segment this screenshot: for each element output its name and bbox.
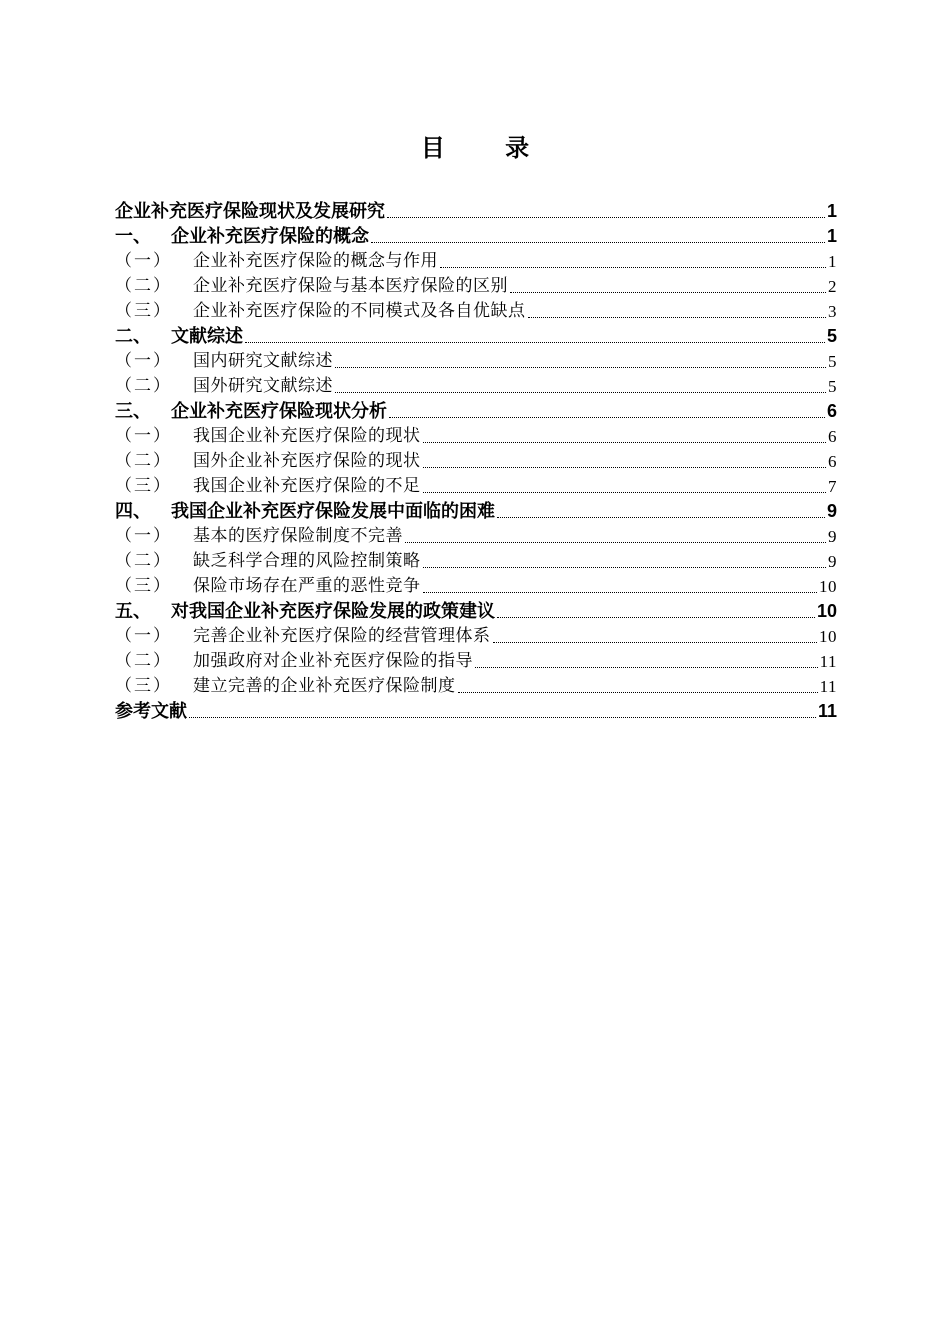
toc-entry-number: （二） <box>115 651 172 671</box>
toc-entry-page-number: 5 <box>828 377 837 396</box>
toc-entry-number: （一） <box>115 526 172 546</box>
toc-entry-number: （一） <box>115 251 172 271</box>
toc-entry-page-number: 1 <box>826 226 837 246</box>
toc-entry[interactable] <box>115 624 837 649</box>
toc-dot-leader <box>371 241 825 243</box>
toc-entry[interactable] <box>115 374 837 399</box>
toc-dot-leader <box>423 466 827 468</box>
toc-dot-leader <box>245 341 825 343</box>
toc-entry-number: 三、 <box>115 401 151 422</box>
toc-entry-title: 基本的医疗保险制度不完善 <box>193 526 403 546</box>
toc-entry-number: （二） <box>115 276 172 296</box>
toc-dot-leader <box>423 566 827 568</box>
toc-entry-page-number: 1 <box>826 201 837 221</box>
toc-entry-number: （三） <box>115 301 172 321</box>
toc-entry-number: 四、 <box>115 501 151 522</box>
toc-entry[interactable] <box>115 474 837 499</box>
toc-entry-number: （三） <box>115 476 172 496</box>
toc-entry-number: 一、 <box>115 226 151 247</box>
toc-entry-page-number: 5 <box>826 326 837 346</box>
toc-entry[interactable] <box>115 649 837 674</box>
toc-entry[interactable] <box>115 224 837 249</box>
toc-entry-number: （一） <box>115 351 172 371</box>
toc-entry-page-number: 10 <box>819 577 837 596</box>
toc-list <box>115 199 837 724</box>
toc-dot-leader <box>387 216 825 218</box>
toc-entry-title: 企业补充医疗保险现状及发展研究 <box>115 201 385 222</box>
toc-entry-title: 我国企业补充医疗保险发展中面临的困难 <box>171 501 495 522</box>
toc-dot-leader <box>440 266 826 268</box>
toc-entry[interactable] <box>115 399 837 424</box>
toc-entry-title: 企业补充医疗保险现状分析 <box>171 401 387 422</box>
toc-entry-number: （二） <box>115 376 172 396</box>
toc-dot-leader <box>423 591 818 593</box>
toc-dot-leader <box>475 666 818 668</box>
toc-entry-page-number: 11 <box>819 677 837 696</box>
toc-entry-number: （二） <box>115 551 172 571</box>
toc-entry-page-number: 9 <box>828 552 837 571</box>
toc-entry[interactable] <box>115 499 837 524</box>
toc-entry-title: 加强政府对企业补充医疗保险的指导 <box>193 651 473 671</box>
toc-entry[interactable] <box>115 449 837 474</box>
toc-entry[interactable] <box>115 299 837 324</box>
toc-entry-title: 保险市场存在严重的恶性竞争 <box>193 576 421 596</box>
toc-entry-page-number: 6 <box>828 427 837 446</box>
toc-entry-title: 完善企业补充医疗保险的经营管理体系 <box>193 626 491 646</box>
toc-entry-page-number: 2 <box>828 277 837 296</box>
toc-entry-number: （一） <box>115 426 172 446</box>
toc-entry-title: 企业补充医疗保险的概念与作用 <box>193 251 438 271</box>
toc-entry[interactable] <box>115 524 837 549</box>
toc-title: 目 录 <box>420 134 556 162</box>
toc-dot-leader <box>528 316 827 318</box>
toc-dot-leader <box>458 691 818 693</box>
toc-entry-number: （三） <box>115 576 172 596</box>
toc-entry-page-number: 6 <box>826 401 837 421</box>
toc-entry[interactable] <box>115 324 837 349</box>
toc-entry-page-number: 10 <box>819 627 837 646</box>
toc-entry-title: 企业补充医疗保险与基本医疗保险的区别 <box>193 276 508 296</box>
toc-entry-number: 五、 <box>115 601 151 622</box>
toc-entry-page-number: 10 <box>816 601 837 621</box>
toc-dot-leader <box>510 291 826 293</box>
toc-entry-page-number: 7 <box>828 477 837 496</box>
toc-dot-leader <box>497 616 815 618</box>
toc-entry-title: 对我国企业补充医疗保险发展的政策建议 <box>171 601 495 622</box>
toc-dot-leader <box>423 441 827 443</box>
toc-dot-leader <box>497 516 825 518</box>
toc-entry-title: 国外企业补充医疗保险的现状 <box>193 451 421 471</box>
toc-entry[interactable] <box>115 674 837 699</box>
toc-dot-leader <box>335 366 826 368</box>
toc-entry-page-number: 3 <box>828 302 837 321</box>
toc-entry[interactable] <box>115 574 837 599</box>
toc-entry-title: 缺乏科学合理的风险控制策略 <box>193 551 421 571</box>
toc-dot-leader <box>405 541 826 543</box>
toc-entry-page-number: 5 <box>828 352 837 371</box>
toc-dot-leader <box>189 716 816 718</box>
toc-entry-title: 参考文献 <box>115 701 187 722</box>
toc-entry-title: 我国企业补充医疗保险的不足 <box>193 476 421 496</box>
toc-entry-page-number: 6 <box>828 452 837 471</box>
toc-dot-leader <box>335 391 826 393</box>
toc-entry-number: （一） <box>115 626 172 646</box>
toc-entry[interactable] <box>115 199 837 224</box>
toc-dot-leader <box>389 416 825 418</box>
toc-entry-title: 国外研究文献综述 <box>193 376 333 396</box>
toc-entry-number: （二） <box>115 451 172 471</box>
toc-entry-number: （三） <box>115 676 172 696</box>
toc-entry[interactable] <box>115 274 837 299</box>
toc-entry-title: 企业补充医疗保险的概念 <box>171 226 369 247</box>
toc-entry-page-number: 11 <box>817 701 837 721</box>
toc-entry-title: 我国企业补充医疗保险的现状 <box>193 426 421 446</box>
toc-entry[interactable] <box>115 249 837 274</box>
toc-entry-page-number: 9 <box>826 501 837 521</box>
toc-entry-page-number: 1 <box>828 252 837 271</box>
toc-dot-leader <box>493 641 818 643</box>
toc-entry-title: 建立完善的企业补充医疗保险制度 <box>193 676 456 696</box>
toc-entry[interactable] <box>115 699 837 724</box>
toc-entry-title: 国内研究文献综述 <box>193 351 333 371</box>
toc-entry[interactable] <box>115 424 837 449</box>
toc-entry-page-number: 11 <box>819 652 837 671</box>
toc-entry-title: 文献综述 <box>171 326 243 347</box>
toc-dot-leader <box>423 491 827 493</box>
toc-entry[interactable] <box>115 349 837 374</box>
toc-entry-title: 企业补充医疗保险的不同模式及各自优缺点 <box>193 301 526 321</box>
toc-entry[interactable] <box>115 599 837 624</box>
toc-entry-page-number: 9 <box>828 527 837 546</box>
toc-entry-number: 二、 <box>115 326 151 347</box>
toc-entry[interactable] <box>115 549 837 574</box>
